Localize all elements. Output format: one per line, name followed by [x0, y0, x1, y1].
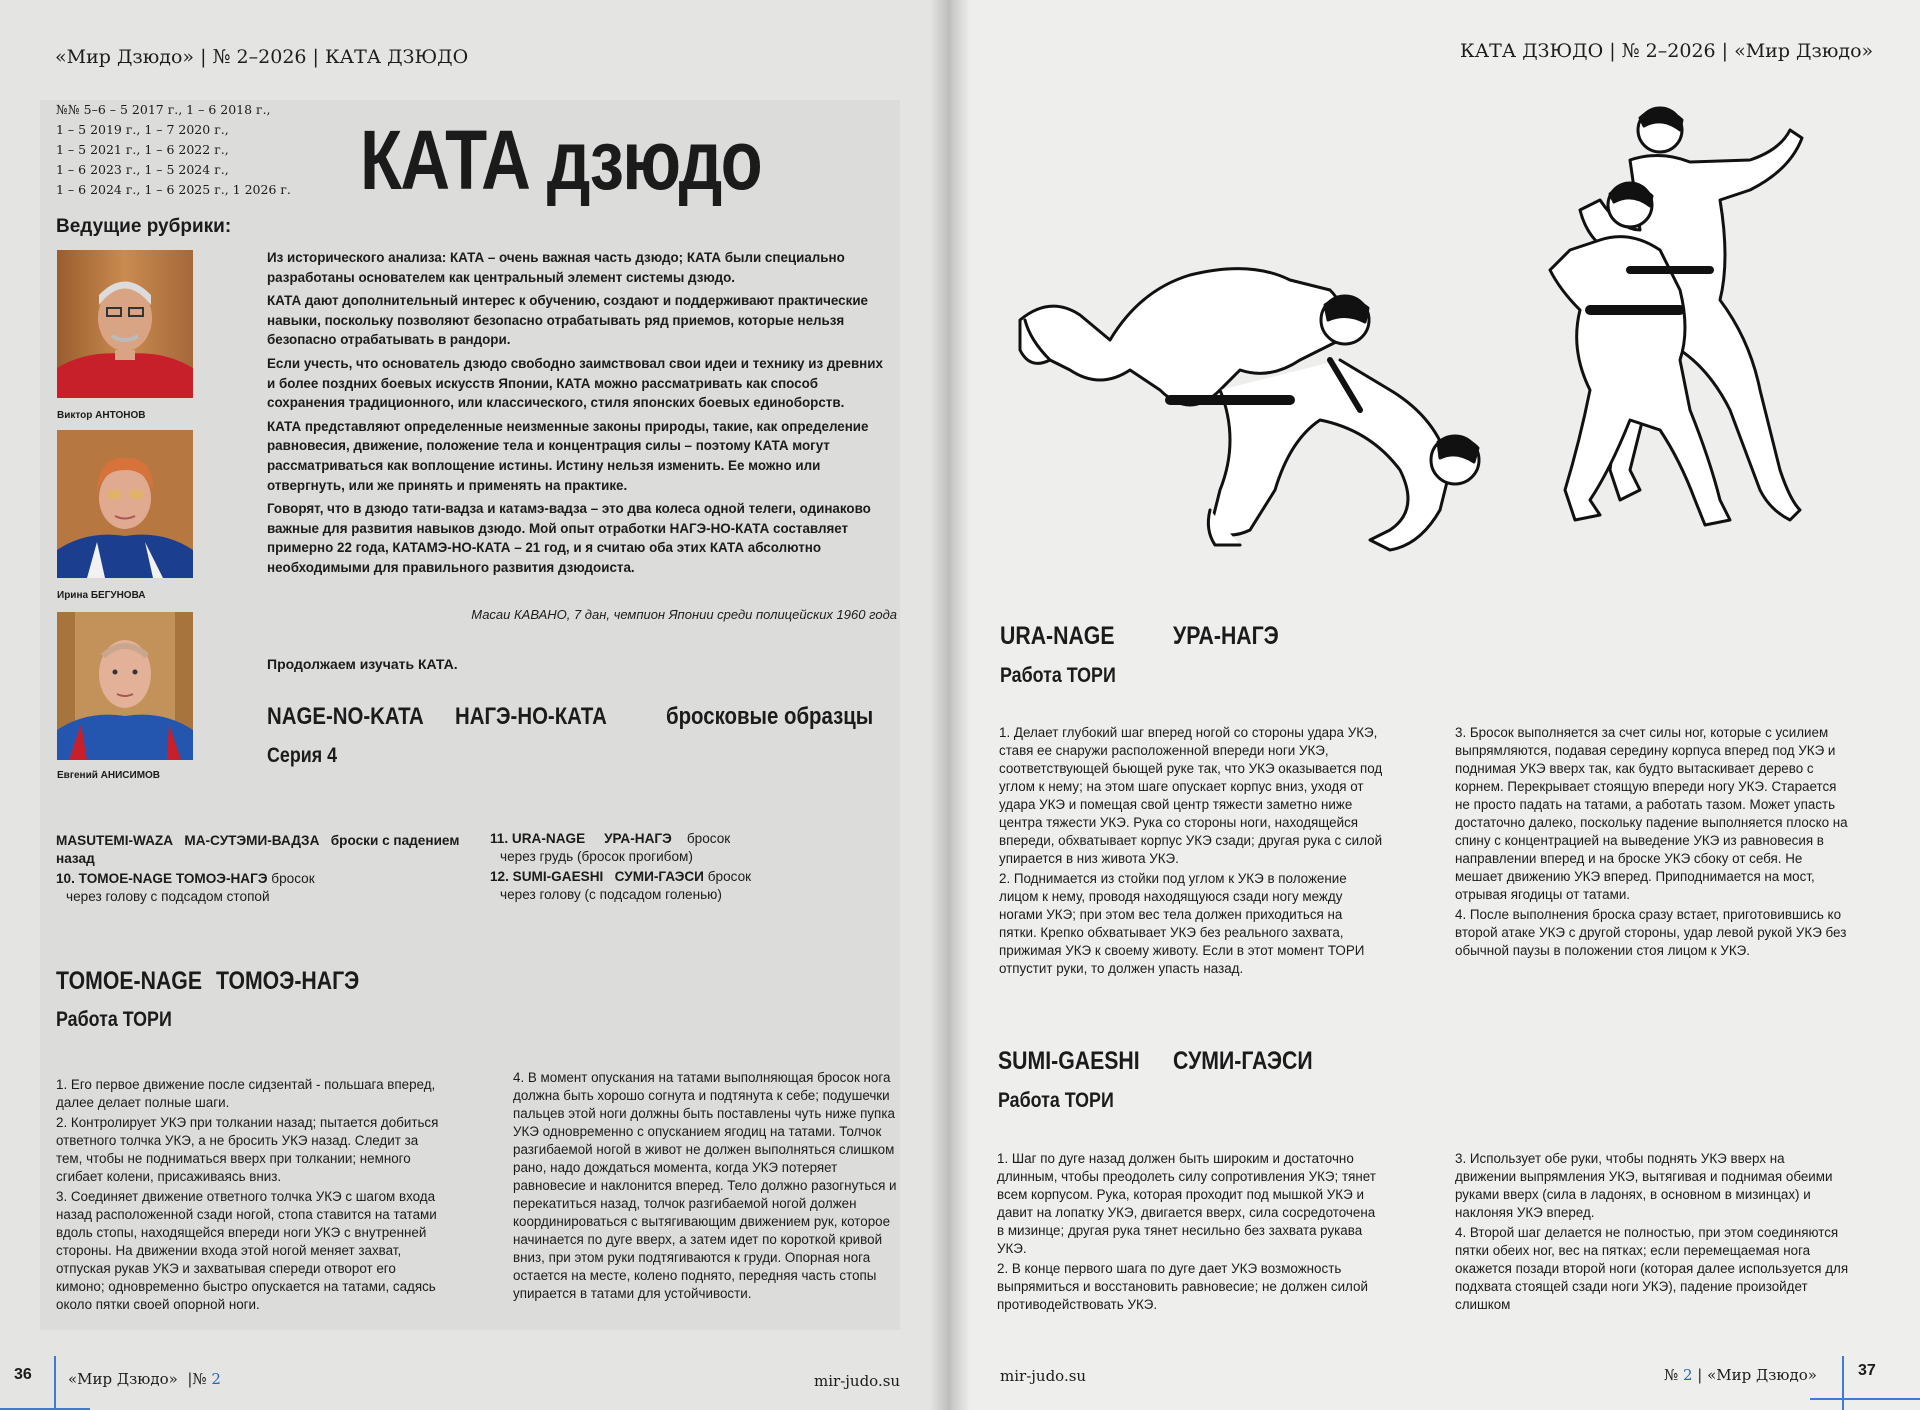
- crop-mark: [1810, 1398, 1920, 1400]
- intro-text: [267, 248, 891, 582]
- crop-mark: [1842, 1356, 1844, 1410]
- body-paragraph: 3. Соединяет движение ответного толчка УКЭ с шагом входа назад расположенной сзади ногой, стопа ставится на татами вдоль стопы, находящейся впереди ноги УКЭ с внутренней стороны. На движении входа этой ногой меняет захват, отпуская рукав УКЭ и захватывая спереди отворот его кимоно; одновременно быстро опускается на татами, садясь около пятки своей опорной ноги.: [56, 1189, 437, 1312]
- left-page: [0, 0, 950, 1410]
- section-title-russian: УРА-НАГЭ: [1173, 622, 1279, 650]
- quote-author: Масаи КАВАНО, 7 дан, чемпион Японии среди полицейских 1960 года: [471, 607, 897, 622]
- issue-list: [56, 100, 291, 200]
- technique-11-russian: УРА-НАГЭ: [604, 831, 672, 846]
- body-paragraph: 4. После выполнения броска сразу встает, приготовившись ко второй атаке УКЭ с другой стороны, удар левой рукой УКЭ без обычной паузы в положении стоя лицом к УКЭ.: [1455, 907, 1847, 958]
- footer-site: mir-judo.su: [814, 1372, 901, 1390]
- left-running-header: «Мир Дзюдо» | № 2–2026 | КАТА ДЗЮДО: [55, 46, 469, 68]
- kata-name-latin: NAGE-NO-KATA: [267, 703, 424, 730]
- section-title-russian: СУМИ-ГАЭСИ: [1173, 1047, 1313, 1075]
- group-russian: МА-СУТЭМИ-ВАДЗА: [184, 833, 320, 848]
- body-paragraph: 2. Поднимается из стойки под углом к УКЭ в положение лицом к нему, проводя находящуюся сзади ногу между ногами УКЭ; при этом вес тела должен приходиться на пятки. Крепко обхватывает УКЭ без реального захвата, прижимая УКЭ к своему животу. Если в этот момент ТОРИ отпустит руки, то должен упасть назад.: [999, 871, 1365, 976]
- body-paragraph: 3. Бросок выполняется за счет силы ног, которые с усилием выпрямляются, подавая середину корпуса вперед под УКЭ и поднимая УКЭ вверх так, как будто вытаскивает дерево с корнем. Перекрывает стоящую впереди ногу УКЭ. Старается не просто падать на татами, а работать тазом. Может упасть достаточно далеко, поскольку падение выполняется плоско на спину с концентрацией на выведение УКЭ из равновесия в направлении вперед и на броске УКЭ сбоку от себя. Не мешает движению УКЭ вперед. Приподнимается на мост, отрывая ягодицы от татами.: [1455, 725, 1848, 902]
- series-label: Серия 4: [267, 744, 338, 767]
- footer-issue-number: 2: [211, 1370, 221, 1388]
- section-title-latin: URA-NAGE: [1000, 622, 1115, 650]
- author-photo-anisimov: [57, 612, 193, 760]
- technique-12-word: бросок: [707, 869, 752, 884]
- page-title: КАТА дзюдо: [360, 113, 762, 207]
- intro-paragraph: КАТА дают дополнительный интерес к обучению, создают и поддерживают практические навыки, поскольку позволяют безопасно отрабатывать ряд приемов, которые нельзя безопасно отрабатывать в рандори.: [267, 293, 869, 348]
- body-paragraph: 4. В момент опускания на татами выполняющая бросок нога должна быть хорошо согнута и подтянута к себе; подушечки пальцев этой ноги должны быть поставлены чуть ниже пупка УКЭ одновременно с опусканием ягодиц на татами. Толчок разгибаемой ногой в живот не должен выполняться слишком рано, надо дождаться момента, когда УКЭ потеряет равновесие и наклонится вперед. Тело должно разогнуться и перекатиться назад, толчок разгибаемой ногой должен координироваться с вытягивающим движением рук, которое начинается по дуге вверх, а затем идет по короткой кривой вниз, при этом руки подтягиваются к груди. Опорная нога остается на месте, колено поднято, передняя часть стопы упирается в татами для устойчивости.: [513, 1070, 897, 1301]
- footer-issue-label: №: [1664, 1366, 1679, 1384]
- judo-throw-illustration: [990, 90, 1860, 580]
- technique-11-head: 11. URA-NAGE: [490, 831, 586, 846]
- continue-note: Продолжаем изучать КАТА.: [267, 656, 458, 672]
- issue-line: 1 – 5 2021 г., 1 – 6 2022 г.,: [56, 142, 229, 157]
- technique-11-desc: через грудь (бросок прогибом): [500, 849, 693, 864]
- intro-paragraph: Если учесть, что основатель дзюдо свободно заимствовал свои идеи и технику из древних и более поздних боевых искусств Японии, КАТА можно рассматривать как способ сохранения традиционного, или классического, стиля японских боевых единоборств.: [267, 355, 883, 411]
- author-caption: Евгений АНИСИМОВ: [57, 770, 161, 781]
- technique-12-desc: через голову (с подсадом голенью): [500, 887, 722, 902]
- spine-shadow: [930, 0, 970, 1410]
- right-running-header: КАТА ДЗЮДО | № 2–2026 | «Мир Дзюдо»: [1460, 40, 1874, 62]
- issue-line: 1 – 5 2019 г., 1 – 7 2020 г.,: [56, 122, 229, 137]
- technique-10-desc: через голову с подсадом стопой: [66, 889, 270, 904]
- technique-11-word: бросок: [686, 831, 731, 846]
- author-photo-antonov: [57, 250, 193, 398]
- body-column-1: [56, 1076, 442, 1316]
- body-column-1: [997, 1150, 1381, 1316]
- group-latin: MASUTEMI-WAZA: [56, 833, 174, 848]
- footer-issue-number: 2: [1682, 1366, 1693, 1384]
- body-paragraph: 2. Контролирует УКЭ при толкании назад; пытается добиться ответного толчка УКЭ, а не бросить УКЭ назад. Следит за тем, чтобы не подниматься вверх при толкании; немного сгибает колени, присаживаясь вниз.: [56, 1115, 439, 1184]
- intro-paragraph: Из исторического анализа: КАТА – очень важная часть дзюдо; КАТА были специально разработаны основателем как центральный элемент системы дзюдо.: [267, 250, 845, 285]
- kata-description: бросковые образцы: [666, 703, 874, 730]
- rubrics-label: Ведущие рубрики:: [56, 216, 232, 237]
- intro-paragraph: Говорят, что в дзюдо тати-вадза и катамэ-вадза – это два колеса одной телеги, одинаково важные для развития навыков дзюдо. Мой опыт отработки НАГЭ-НО-КАТА составляет примерно 22 года, КАТАМЭ-НО-КАТА – 21 год, и я считаю оба этих КАТА абсолютно необходимыми для правильного развития дзюдоиста.: [267, 501, 871, 575]
- body-column-1: [999, 724, 1383, 980]
- body-paragraph: 3. Использует обе руки, чтобы поднять УКЭ вверх на движении выпрямления УКЭ, вытягивая и поднимая обеими руками вверх (сила в ладонях, в основном в мизинцах) и наклоняя УКЭ вперед.: [1455, 1151, 1833, 1220]
- section-subtitle: Работа ТОРИ: [1000, 664, 1116, 687]
- body-paragraph: 1. Шаг по дуге назад должен быть широким и достаточно длинным, чтобы преодолеть силу сопротивления УКЭ; тянет всем корпусом. Рука, которая проходит под мышкой УКЭ и давит на лопатку УКЭ, двигается вверх, сила сосредоточена в мизинце; другая рука тянет несильно без захвата рукава УКЭ.: [997, 1151, 1376, 1256]
- footer-magazine-name: «Мир Дзюдо»: [1707, 1366, 1817, 1384]
- section-title-latin: SUMI-GAESHI: [998, 1047, 1140, 1075]
- body-column-2: [513, 1069, 899, 1305]
- technique-list-right: [490, 830, 910, 904]
- issue-line: №№ 5–6 – 5 2017 г., 1 – 6 2018 г.,: [56, 102, 271, 117]
- footer-magazine: «Мир Дзюдо» |№ 2: [68, 1370, 221, 1388]
- footer-issue-label: №: [192, 1370, 207, 1388]
- kata-name-russian: НАГЭ-НО-КАТА: [455, 703, 607, 730]
- page-number: 36: [14, 1366, 32, 1383]
- technique-12-head: 12. SUMI-GAESHI: [490, 869, 604, 884]
- right-page: [950, 0, 1920, 1410]
- technique-10-head: 10. TOMOE-NAGE ТОМОЭ-НАГЭ: [56, 871, 268, 886]
- issue-line: 1 – 6 2024 г., 1 – 6 2025 г., 1 2026 г.: [56, 182, 291, 197]
- footer-site: mir-judo.su: [1000, 1367, 1087, 1385]
- footer-magazine-name: «Мир Дзюдо»: [68, 1370, 178, 1388]
- body-column-2: [1455, 1150, 1849, 1316]
- section-title-russian: ТОМОЭ-НАГЭ: [216, 967, 360, 995]
- footer-magazine: № 2 | «Мир Дзюдо»: [1664, 1366, 1817, 1384]
- section-title-latin: TOMOE-NAGE: [56, 967, 203, 995]
- group-description: броски с падением назад: [56, 833, 460, 866]
- body-paragraph: 1. Делает глубокий шаг вперед ногой со стороны удара УКЭ, ставя ее снаружи расположенной впереди ноги УКЭ, соответствующей бьющей руке так, что УКЭ оказывается под углом к нему; на этом шаге опускает корпус вниз, уходя от удара УКЭ и помещая свой центр тяжести заметно ниже центра тяжести УКЭ. Рука со стороны ноги, находящейся впереди, обхватывает корпус УКЭ сзади; другая рука с силой упирается в низ живота УКЭ.: [999, 725, 1383, 866]
- body-paragraph: 1. Его первое движение после сидзентай - польшага вперед, далее делает полные шаги.: [56, 1077, 436, 1110]
- technique-10-word: бросок: [271, 871, 315, 886]
- technique-12-russian: СУМИ-ГАЭСИ: [614, 869, 704, 884]
- body-column-2: [1455, 724, 1849, 962]
- technique-group: [56, 832, 466, 906]
- section-subtitle: Работа ТОРИ: [56, 1008, 172, 1031]
- page-number: 37: [1858, 1362, 1876, 1379]
- issue-line: 1 – 6 2023 г., 1 – 5 2024 г.,: [56, 162, 229, 177]
- intro-paragraph: КАТА представляют определенные неизменные законы природы, такие, как определение равновесия, движение, положение тела и концентрация силы – поэтому КАТА могут рассматриваться как воплощение истины. Истину нельзя изменить. Ее можно или отвергнуть, или же принять и применять на практике.: [267, 418, 869, 493]
- body-paragraph: 2. В конце первого шага по дуге дает УКЭ возможность выпрямиться и восстановить равновесие; не должен силой противодействовать УКЭ.: [997, 1261, 1368, 1312]
- body-paragraph: 4. Второй шаг делается не полностью, при этом соединяются пятки обеих ног, вес на пятках; если перемещаемая нога окажется позади второй ноги (которая далее используется для подхвата стоящей сзади ноги УКЭ), падение произойдет слишком: [1455, 1225, 1849, 1312]
- section-subtitle: Работа ТОРИ: [998, 1089, 1114, 1112]
- crop-mark: [54, 1356, 56, 1410]
- author-photo-begunova: [57, 430, 193, 578]
- author-caption: Ирина БЕГУНОВА: [57, 590, 146, 601]
- author-caption: Виктор АНТОНОВ: [57, 410, 146, 421]
